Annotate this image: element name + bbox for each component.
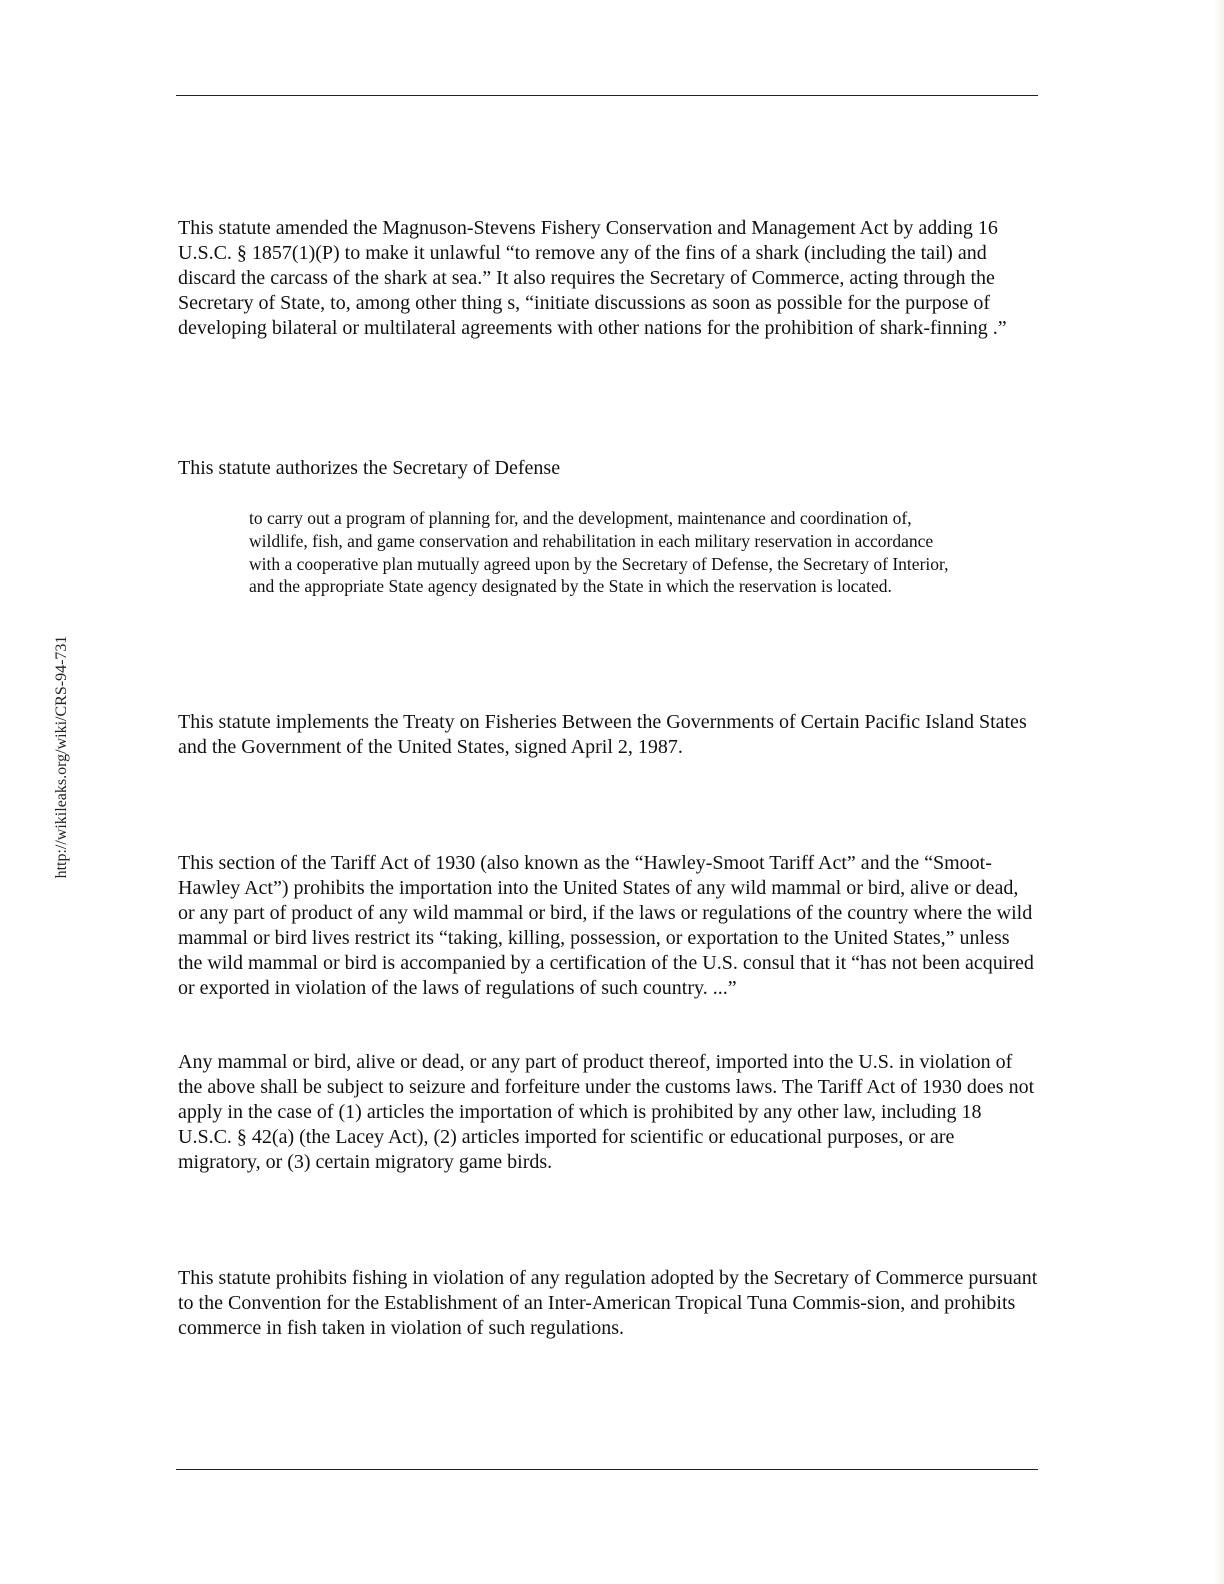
section-paragraph: This section of the Tariff Act of 1930 (also known as the “Hawley-Smoot Tariff Act” and the “Smoot-Hawley Act”) prohibits the importation into the United States of any wild mammal or bird, alive or dead, or any part of product of any wild mammal or bird, if the laws or regulations of the country where the wild mammal or bird lives restrict its “taking, killing, possession, or exportation to the United States,” unless the wild mammal or bird is accompanied by a certification of the U.S. consul that it “has not been acquired or exported in violation of the laws of regulations of such country. ...” [178, 852, 1034, 999]
bottom-rule [176, 1469, 1038, 1470]
page-edge-shadow [1214, 0, 1224, 1584]
section-paragraph: This statute authorizes the Secretary of Defense [178, 457, 561, 479]
section-paragraph: This statute amended the Magnuson-Stevens Fishery Conservation and Management Act by adding 16 U.S.C. § 1857(1)(P) to make it unlawful “to remove any of the fins of a shark (including the tail) and discard the carcass of the shark at sea.” It also requires the Secretary of Commerce, acting through the Secretary of State, to, among other thing s, “initiate discussions as soon as possible for the purpose of developing bilateral or multilateral agreements with other nations for the prohibition of shark-finning .” [178, 217, 1007, 339]
section-paragraph: Any mammal or bird, alive or dead, or any part of product thereof, imported into the U.S. in violation of the above shall be subject to seizure and forfeiture under the customs laws. The Tariff Act of 1930 does not apply in the case of (1) articles the importation of which is prohibited by any other law, including 18 U.S.C. § 42(a) (the Lacey Act), (2) articles imported for scientific or educational purposes, or are migratory, or (3) certain migratory game birds. [178, 1051, 1035, 1173]
section-paragraph: This statute implements the Treaty on Fisheries Between the Governments of Certain Pacific Island States and the Government of the United States, signed April 2, 1987. [178, 711, 1027, 758]
top-rule [176, 95, 1038, 96]
block-quote: to carry out a program of planning for, and the development, maintenance and coordination of, wildlife, fish, and game conservation and rehabilitation in each military reservation in accordance with a cooperative plan mutually agreed upon by the Secretary of Defense, the Secretary of Interior, and the appropriate State agency designated by the State in which the reservation is located. [249, 508, 949, 597]
sidebar-url: http://wikileaks.org/wiki/CRS-94-731 [53, 635, 70, 879]
section-paragraph: This statute prohibits fishing in violation of any regulation adopted by the Secretary of Commerce pursuant to the Convention for the Establishment of an Inter-American Tropical Tuna Commis-sion, and prohibits commerce in fish taken in violation of such regulations. [178, 1267, 1038, 1339]
